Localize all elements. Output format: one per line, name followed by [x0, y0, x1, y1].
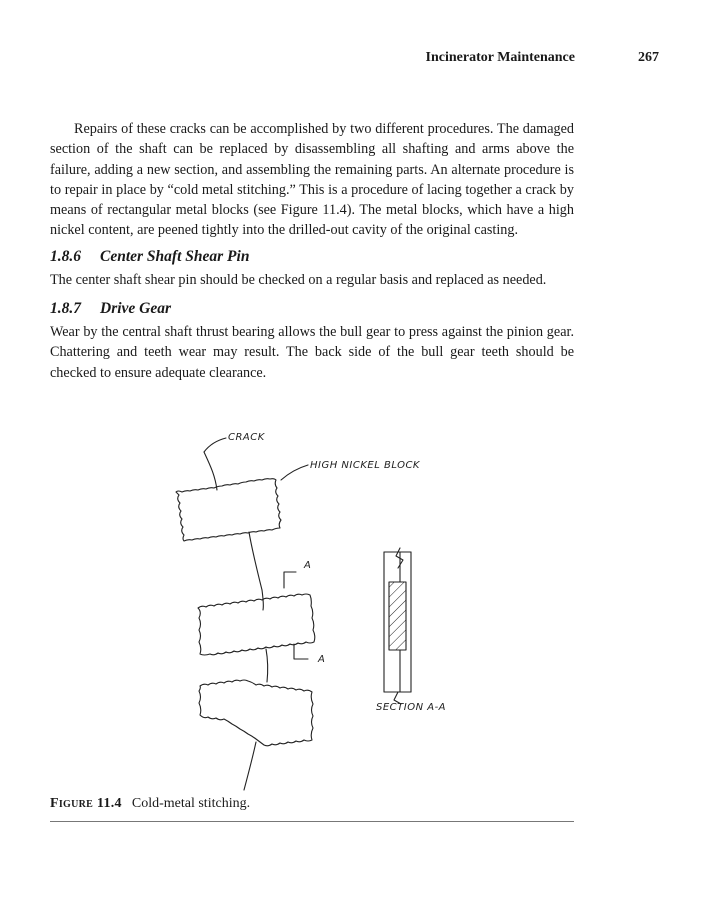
- section-title: Drive Gear: [100, 300, 172, 318]
- section-number: 1.8.7: [50, 300, 81, 318]
- crack-line-bottom: [244, 742, 256, 790]
- intro-paragraph: Repairs of these cracks can be accomplished by two different procedures. The damaged section of the shaft can be replaced by disassembling all shafting and arms above the failure, adding a new section, and assembling the remaining parts. An alternate procedure is to repair in place by “cold metal stitching.” This is a procedure of lacing together a crack by means of rectangular metal blocks (see Figure 11.4). The metal blocks, which have a high nickel content, are peened tightly into the drilled-out cavity of the original casting.: [50, 121, 574, 239]
- running-title: Incinerator Maintenance: [425, 50, 575, 65]
- figure-caption: [50, 796, 574, 812]
- caption-rule: [50, 821, 574, 822]
- shear-pin-paragraph: The center shaft shear pin should be checked on a regular basis and replaced as needed.: [50, 271, 547, 288]
- body-content: [50, 119, 574, 383]
- section-mark-top: [284, 572, 296, 588]
- section-mark-bottom: [294, 644, 308, 659]
- section-mark-a-top: A: [304, 560, 312, 571]
- crack-line: [204, 452, 217, 490]
- section-aa-label: SECTION A-A: [376, 702, 447, 713]
- section-block: [389, 582, 406, 650]
- caption-text: Cold-metal stitching.: [131, 796, 251, 811]
- section-number: 1.8.6: [50, 247, 81, 265]
- page-number: 267: [638, 50, 659, 65]
- crack-label: CRACK: [228, 432, 265, 443]
- section-heading-drive-gear: [50, 299, 574, 319]
- running-head: [0, 50, 707, 70]
- crack-leader: [204, 438, 226, 452]
- high-nickel-block-label: HIGH NICKEL BLOCK: [310, 460, 420, 471]
- nickel-block-3: [199, 680, 313, 746]
- section-heading-shear-pin: [50, 247, 574, 267]
- caption-label: Figure 11.4: [50, 796, 122, 811]
- section-title: Center Shaft Shear Pin: [100, 247, 250, 265]
- nickel-leader: [281, 465, 308, 480]
- section-mark-a-bottom: A: [318, 654, 326, 665]
- nickel-block-1: [176, 479, 281, 541]
- drive-gear-paragraph: Wear by the central shaft thrust bearing allows the bull gear to press against the pinion gear. Chattering and teeth wear may result. The back side of the bull gear teeth should be checked to ensure adequate clearance.: [50, 324, 574, 381]
- figure-cold-metal-stitching: [160, 420, 460, 792]
- nickel-block-2: [198, 594, 315, 655]
- crack-line-mid: [249, 532, 263, 610]
- crack-line-lower: [266, 649, 268, 682]
- section-view: [384, 548, 411, 704]
